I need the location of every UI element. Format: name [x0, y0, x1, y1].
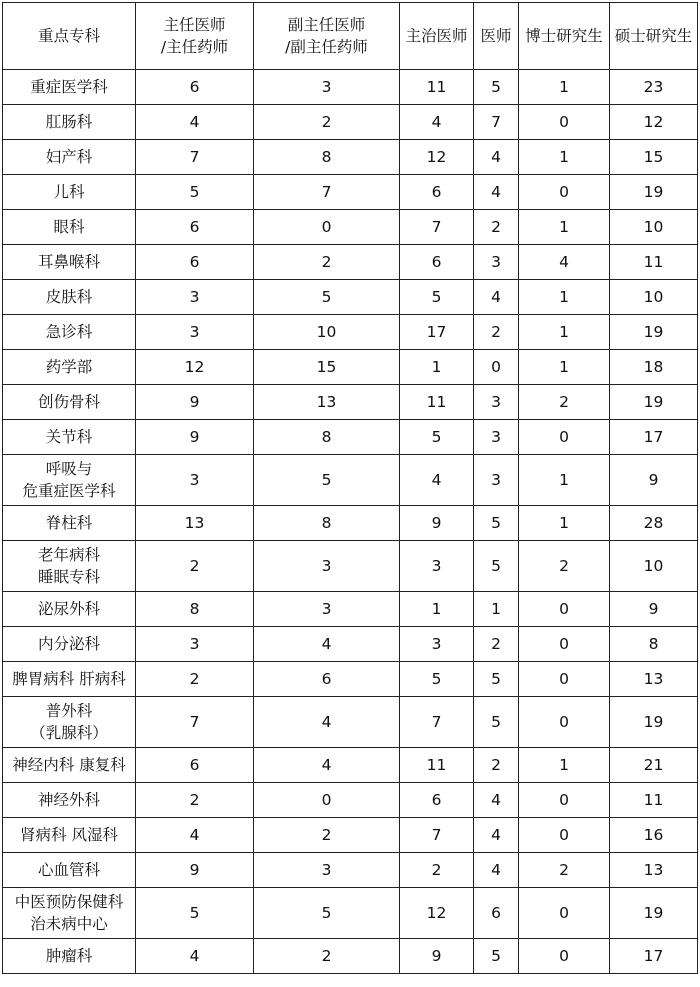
- cell-physician: 4: [474, 175, 519, 210]
- cell-attending: 11: [400, 385, 474, 420]
- cell-phd: 0: [519, 818, 610, 853]
- cell-department: [3, 818, 136, 853]
- cell-masters: 15: [610, 140, 698, 175]
- table-row: [3, 175, 698, 210]
- department-name: 妇产科: [45, 148, 93, 166]
- department-name: 神经外科: [37, 791, 100, 809]
- cell-phd: 0: [519, 783, 610, 818]
- cell-phd: 4: [519, 245, 610, 280]
- cell-masters: 18: [610, 350, 698, 385]
- cell-associate-chief: 6: [254, 662, 400, 697]
- cell-department: [3, 350, 136, 385]
- header-chief-physician: [136, 3, 254, 70]
- cell-phd: 1: [519, 350, 610, 385]
- header-label: 主任医师: [163, 16, 226, 34]
- cell-associate-chief: 4: [254, 748, 400, 783]
- staff-table: [2, 2, 698, 974]
- cell-department: [3, 140, 136, 175]
- cell-attending: 5: [400, 280, 474, 315]
- cell-phd: 1: [519, 280, 610, 315]
- table-row: [3, 541, 698, 592]
- table-row: [3, 210, 698, 245]
- cell-physician: 4: [474, 853, 519, 888]
- table-row: [3, 70, 698, 105]
- table-body: [3, 70, 698, 974]
- header-attending-physician: [400, 3, 474, 70]
- header-label-line2: /主任药师: [160, 38, 229, 56]
- cell-department: [3, 783, 136, 818]
- header-label: 博士研究生: [525, 27, 603, 45]
- cell-department: [3, 541, 136, 592]
- cell-physician: 3: [474, 245, 519, 280]
- cell-physician: 5: [474, 697, 519, 748]
- cell-attending: 3: [400, 627, 474, 662]
- cell-physician: 5: [474, 541, 519, 592]
- cell-associate-chief: 2: [254, 939, 400, 974]
- cell-attending: 4: [400, 105, 474, 140]
- cell-associate-chief: 13: [254, 385, 400, 420]
- cell-chief: 2: [136, 783, 254, 818]
- department-name: 创伤骨科: [37, 393, 100, 411]
- cell-associate-chief: 8: [254, 420, 400, 455]
- table-row: [3, 140, 698, 175]
- cell-masters: 9: [610, 455, 698, 506]
- cell-associate-chief: 4: [254, 627, 400, 662]
- cell-physician: 2: [474, 210, 519, 245]
- cell-phd: 1: [519, 140, 610, 175]
- cell-attending: 11: [400, 70, 474, 105]
- cell-phd: 0: [519, 175, 610, 210]
- cell-chief: 13: [136, 506, 254, 541]
- cell-associate-chief: 10: [254, 315, 400, 350]
- header-label: 主治医师: [405, 27, 468, 45]
- cell-attending: 7: [400, 818, 474, 853]
- cell-masters: 12: [610, 105, 698, 140]
- cell-department: [3, 455, 136, 506]
- cell-department: [3, 245, 136, 280]
- header-physician: [474, 3, 519, 70]
- cell-phd: 1: [519, 315, 610, 350]
- header-label-line2: /副主任药师: [285, 38, 368, 56]
- cell-associate-chief: 0: [254, 210, 400, 245]
- department-name-line2: 睡眠专科: [37, 568, 100, 586]
- department-name: 肛肠科: [45, 113, 93, 131]
- cell-chief: 6: [136, 748, 254, 783]
- cell-phd: 1: [519, 70, 610, 105]
- department-name: 内分泌科: [37, 635, 100, 653]
- table-row: [3, 280, 698, 315]
- cell-chief: 4: [136, 939, 254, 974]
- cell-phd: 0: [519, 627, 610, 662]
- cell-attending: 7: [400, 697, 474, 748]
- department-name: 重症医学科: [30, 78, 108, 96]
- cell-chief: 3: [136, 280, 254, 315]
- cell-chief: 7: [136, 697, 254, 748]
- table-row: [3, 420, 698, 455]
- department-name: 普外科: [45, 702, 93, 720]
- cell-masters: 19: [610, 175, 698, 210]
- cell-masters: 8: [610, 627, 698, 662]
- header-label: 硕士研究生: [614, 27, 693, 45]
- cell-chief: 7: [136, 140, 254, 175]
- cell-attending: 5: [400, 662, 474, 697]
- department-name: 泌尿外科: [37, 600, 100, 618]
- cell-chief: 3: [136, 627, 254, 662]
- cell-masters: 10: [610, 541, 698, 592]
- cell-associate-chief: 3: [254, 592, 400, 627]
- cell-masters: 10: [610, 280, 698, 315]
- cell-physician: 3: [474, 385, 519, 420]
- cell-department: [3, 105, 136, 140]
- cell-attending: 4: [400, 455, 474, 506]
- table-row: [3, 697, 698, 748]
- department-name: 脊柱科: [45, 514, 93, 532]
- department-name: 中医预防保健科: [14, 893, 124, 911]
- cell-attending: 6: [400, 783, 474, 818]
- cell-chief: 2: [136, 662, 254, 697]
- cell-chief: 5: [136, 888, 254, 939]
- cell-masters: 13: [610, 853, 698, 888]
- cell-department: [3, 748, 136, 783]
- cell-physician: 4: [474, 818, 519, 853]
- cell-department: [3, 592, 136, 627]
- cell-attending: 17: [400, 315, 474, 350]
- cell-phd: 1: [519, 210, 610, 245]
- header-associate-chief-physician: [254, 3, 400, 70]
- cell-physician: 5: [474, 506, 519, 541]
- department-name: 心血管科: [37, 861, 100, 879]
- department-name: 关节科: [45, 428, 93, 446]
- cell-physician: 0: [474, 350, 519, 385]
- cell-associate-chief: 15: [254, 350, 400, 385]
- table-row: [3, 748, 698, 783]
- department-name-line2: 危重症医学科: [22, 482, 116, 500]
- cell-attending: 5: [400, 420, 474, 455]
- table-row: [3, 245, 698, 280]
- cell-phd: 0: [519, 420, 610, 455]
- cell-masters: 21: [610, 748, 698, 783]
- cell-chief: 8: [136, 592, 254, 627]
- cell-attending: 9: [400, 939, 474, 974]
- table-row: [3, 105, 698, 140]
- cell-attending: 1: [400, 592, 474, 627]
- cell-department: [3, 420, 136, 455]
- cell-masters: 9: [610, 592, 698, 627]
- department-name: 呼吸与: [45, 460, 93, 478]
- department-name: 儿科: [53, 183, 85, 201]
- cell-associate-chief: 2: [254, 245, 400, 280]
- cell-physician: 2: [474, 315, 519, 350]
- cell-department: [3, 506, 136, 541]
- cell-physician: 3: [474, 420, 519, 455]
- cell-phd: 0: [519, 105, 610, 140]
- cell-department: [3, 70, 136, 105]
- department-name: 老年病科: [37, 546, 100, 564]
- cell-department: [3, 697, 136, 748]
- cell-physician: 6: [474, 888, 519, 939]
- cell-phd: 0: [519, 939, 610, 974]
- cell-associate-chief: 5: [254, 455, 400, 506]
- department-name: 肾病科 风湿科: [20, 826, 118, 844]
- cell-chief: 3: [136, 315, 254, 350]
- table-row: [3, 455, 698, 506]
- cell-department: [3, 175, 136, 210]
- cell-attending: 6: [400, 175, 474, 210]
- table-row: [3, 350, 698, 385]
- cell-physician: 7: [474, 105, 519, 140]
- cell-associate-chief: 5: [254, 888, 400, 939]
- cell-associate-chief: 3: [254, 541, 400, 592]
- cell-department: [3, 888, 136, 939]
- cell-chief: 6: [136, 245, 254, 280]
- table-row: [3, 627, 698, 662]
- cell-physician: 4: [474, 140, 519, 175]
- cell-phd: 0: [519, 592, 610, 627]
- department-name: 眼科: [53, 218, 85, 236]
- cell-associate-chief: 2: [254, 818, 400, 853]
- cell-chief: 4: [136, 818, 254, 853]
- cell-associate-chief: 8: [254, 140, 400, 175]
- cell-physician: 2: [474, 627, 519, 662]
- cell-department: [3, 280, 136, 315]
- cell-phd: 1: [519, 748, 610, 783]
- cell-phd: 0: [519, 662, 610, 697]
- cell-masters: 13: [610, 662, 698, 697]
- cell-attending: 6: [400, 245, 474, 280]
- cell-physician: 4: [474, 280, 519, 315]
- table-row: [3, 888, 698, 939]
- cell-attending: 12: [400, 140, 474, 175]
- cell-attending: 2: [400, 853, 474, 888]
- cell-department: [3, 385, 136, 420]
- department-name: 皮肤科: [45, 288, 93, 306]
- cell-attending: 1: [400, 350, 474, 385]
- cell-masters: 10: [610, 210, 698, 245]
- table-row: [3, 506, 698, 541]
- cell-chief: 3: [136, 455, 254, 506]
- cell-phd: 0: [519, 888, 610, 939]
- cell-chief: 4: [136, 105, 254, 140]
- cell-attending: 7: [400, 210, 474, 245]
- cell-masters: 17: [610, 420, 698, 455]
- department-name: 脾胃病科 肝病科: [12, 670, 126, 688]
- department-name: 药学部: [45, 358, 93, 376]
- cell-associate-chief: 3: [254, 70, 400, 105]
- department-name: 肿瘤科: [45, 947, 93, 965]
- cell-masters: 17: [610, 939, 698, 974]
- cell-physician: 3: [474, 455, 519, 506]
- cell-department: [3, 315, 136, 350]
- header-phd: [519, 3, 610, 70]
- cell-department: [3, 210, 136, 245]
- cell-associate-chief: 0: [254, 783, 400, 818]
- cell-associate-chief: 7: [254, 175, 400, 210]
- cell-attending: 11: [400, 748, 474, 783]
- table-row: [3, 592, 698, 627]
- cell-chief: 5: [136, 175, 254, 210]
- cell-physician: 5: [474, 939, 519, 974]
- cell-department: [3, 853, 136, 888]
- cell-associate-chief: 4: [254, 697, 400, 748]
- department-name-line2: （乳腺科）: [30, 724, 108, 742]
- cell-attending: 3: [400, 541, 474, 592]
- cell-chief: 2: [136, 541, 254, 592]
- cell-associate-chief: 2: [254, 105, 400, 140]
- cell-masters: 19: [610, 888, 698, 939]
- cell-attending: 9: [400, 506, 474, 541]
- table-row: [3, 853, 698, 888]
- cell-physician: 5: [474, 70, 519, 105]
- table-row: [3, 939, 698, 974]
- department-name: 耳鼻喉科: [37, 253, 100, 271]
- header-label: 医师: [480, 27, 512, 45]
- cell-masters: 11: [610, 783, 698, 818]
- cell-physician: 2: [474, 748, 519, 783]
- cell-attending: 12: [400, 888, 474, 939]
- cell-masters: 19: [610, 697, 698, 748]
- cell-masters: 16: [610, 818, 698, 853]
- header-department: [3, 3, 136, 70]
- cell-associate-chief: 5: [254, 280, 400, 315]
- table-row: [3, 783, 698, 818]
- department-name: 急诊科: [45, 323, 93, 341]
- cell-department: [3, 662, 136, 697]
- table-row: [3, 662, 698, 697]
- cell-phd: 0: [519, 697, 610, 748]
- table-row: [3, 818, 698, 853]
- cell-phd: 2: [519, 853, 610, 888]
- header-row: [3, 3, 698, 70]
- cell-associate-chief: 8: [254, 506, 400, 541]
- cell-chief: 6: [136, 210, 254, 245]
- header-masters: [610, 3, 698, 70]
- cell-masters: 28: [610, 506, 698, 541]
- header-label: 副主任医师: [287, 16, 366, 34]
- table-row: [3, 315, 698, 350]
- cell-chief: 12: [136, 350, 254, 385]
- cell-chief: 9: [136, 420, 254, 455]
- cell-associate-chief: 3: [254, 853, 400, 888]
- cell-physician: 1: [474, 592, 519, 627]
- department-name: 神经内科 康复科: [12, 756, 126, 774]
- cell-masters: 11: [610, 245, 698, 280]
- cell-phd: 1: [519, 506, 610, 541]
- cell-masters: 19: [610, 385, 698, 420]
- table-row: [3, 385, 698, 420]
- cell-phd: 1: [519, 455, 610, 506]
- cell-physician: 5: [474, 662, 519, 697]
- cell-chief: 9: [136, 853, 254, 888]
- cell-masters: 23: [610, 70, 698, 105]
- department-name-line2: 治未病中心: [30, 915, 108, 933]
- cell-chief: 9: [136, 385, 254, 420]
- cell-phd: 2: [519, 385, 610, 420]
- cell-phd: 2: [519, 541, 610, 592]
- cell-masters: 19: [610, 315, 698, 350]
- cell-department: [3, 627, 136, 662]
- cell-chief: 6: [136, 70, 254, 105]
- cell-physician: 4: [474, 783, 519, 818]
- cell-department: [3, 939, 136, 974]
- header-label: 重点专科: [37, 27, 100, 45]
